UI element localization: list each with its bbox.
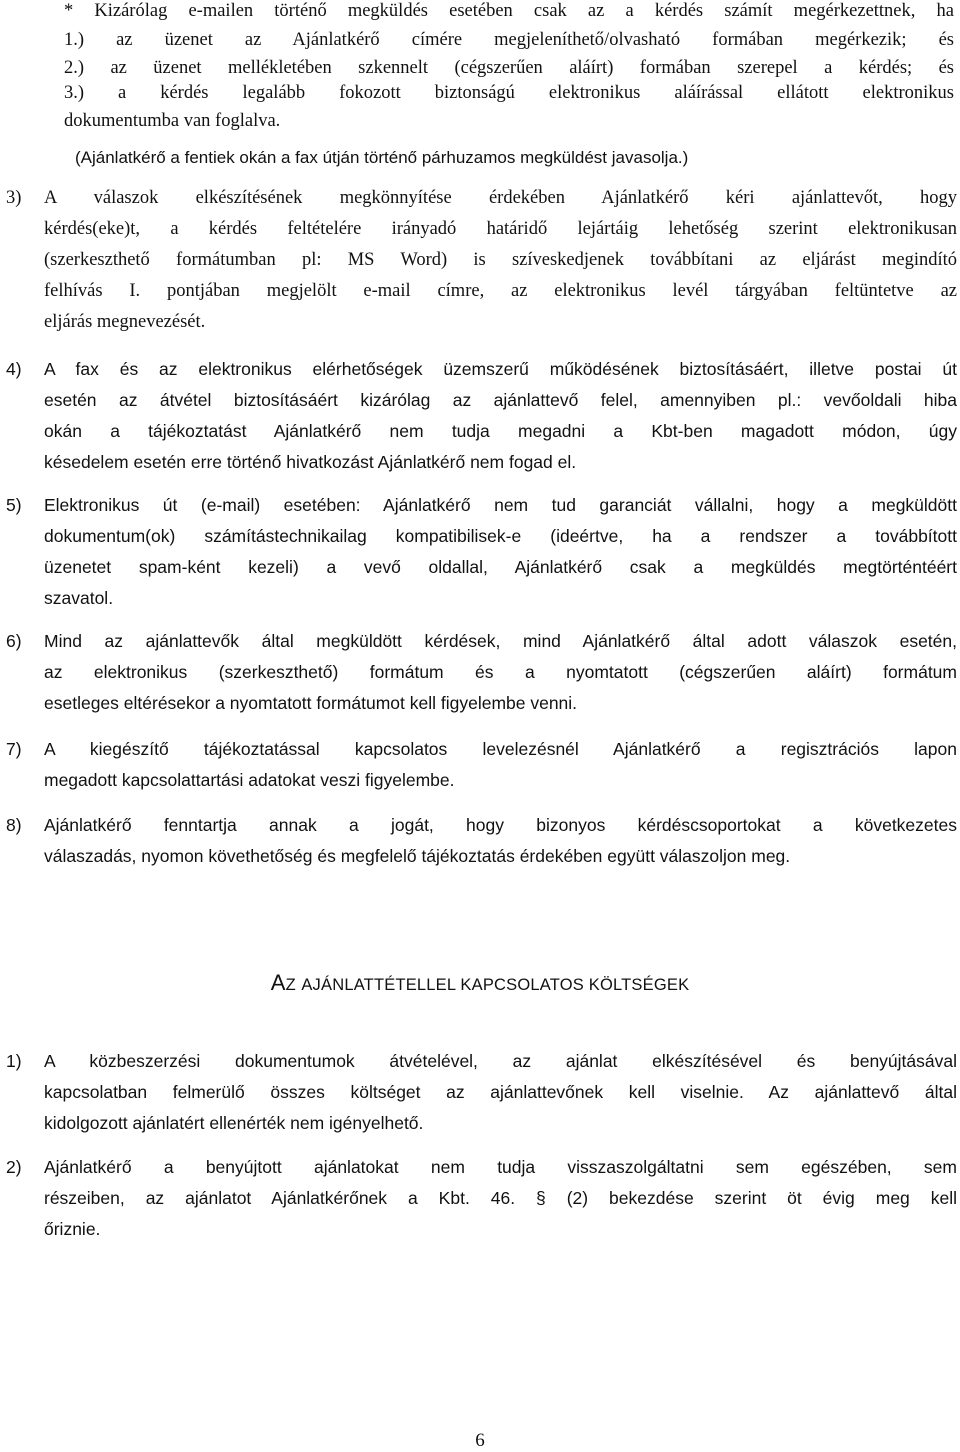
item-line: esetén az átvétel biztosításáért kizárólag az ajánlattevő felel, amennyiben pl.: vevőoldali hiba xyxy=(44,390,957,410)
item-line: (szerkeszthető formátumban pl: MS Word) is szíveskedjenek továbbítani az eljárást megindító xyxy=(44,250,957,270)
intro-line: 1.) az üzenet az Ajánlatkérő címére megjeleníthető/olvasható formában megérkezik; és xyxy=(64,30,954,50)
item-line: Ajánlatkérő fenntartja annak a jogát, hogy bizonyos kérdéscsoportokat a következetes xyxy=(44,815,957,835)
intro-note: (Ajánlatkérő a fentiek okán a fax útján történő párhuzamos megküldést javasolja.) xyxy=(75,148,689,167)
item-line: dokumentum(ok) számítástechnikailag kompatibilisek-e (ideértve, ha a rendszer a továbbított xyxy=(44,526,957,546)
item-number: 7) xyxy=(6,739,22,759)
item-line: Ajánlatkérő a benyújtott ajánlatokat nem tudja visszaszolgáltatni sem egészében, sem xyxy=(44,1157,957,1177)
intro-line: 2.) az üzenet mellékletében szkennelt (cégszerűen aláírt) formában szerepel a kérdés; és xyxy=(64,58,954,78)
item-line: eljárás megnevezését. xyxy=(44,312,206,332)
item-number: 1) xyxy=(6,1051,22,1071)
item-number: 6) xyxy=(6,631,22,651)
item-line: válaszadás, nyomon követhetőség és megfelelő tájékoztatás érdekében együtt válaszoljon meg. xyxy=(44,846,791,866)
item-line: részeiben, az ajánlatot Ajánlatkérőnek a Kbt. 46. § (2) bekezdése szerint öt évig meg kell xyxy=(44,1188,957,1208)
item-number: 2) xyxy=(6,1157,22,1177)
item-line: A kiegészítő tájékoztatással kapcsolatos levelezésnél Ajánlatkérő a regisztrációs lapon xyxy=(44,739,957,759)
page-number: 6 xyxy=(475,1430,485,1451)
item-line: az elektronikus (szerkeszthető) formátum és a nyomtatott (cégszerűen aláírt) formátum xyxy=(44,662,957,682)
item-line: üzenetet spam-ként kezeli) a vevő oldallal, Ajánlatkérő csak a megküldés megtörténtéért xyxy=(44,557,957,577)
item-line: A fax és az elektronikus elérhetőségek üzemszerű működésének biztosításáért, illetve postai út xyxy=(44,359,957,379)
item-line: őriznie. xyxy=(44,1219,101,1239)
item-number: 5) xyxy=(6,495,22,515)
item-line: esetleges eltérésekor a nyomtatott formátumot kell figyelembe venni. xyxy=(44,693,578,713)
item-line: kérdés(eke)t, a kérdés feltételére irányadó határidő lejártáig lehetőség szerint elektronikusan xyxy=(44,219,957,239)
heading-first-word-rest: Z xyxy=(285,976,296,994)
section-heading xyxy=(0,970,960,996)
item-line: szavatol. xyxy=(44,588,114,608)
item-line: kapcsolatban felmerülő összes költséget az ajánlattevőnek kell viselnie. Az ajánlattevő által xyxy=(44,1082,957,1102)
item-line: Elektronikus út (e-mail) esetében: Ajánlatkérő nem tud garanciát vállalni, hogy a megküldött xyxy=(44,495,957,515)
item-line: A közbeszerzési dokumentumok átvételével, az ajánlat elkészítésével és benyújtásával xyxy=(44,1051,957,1071)
intro-line: 3.) a kérdés legalább fokozott biztonságú elektronikus aláírással ellátott elektronikus xyxy=(64,83,954,103)
item-line: A válaszok elkészítésének megkönnyítése érdekében Ajánlatkérő kéri ajánlattevőt, hogy xyxy=(44,188,957,208)
item-line: Mind az ajánlattevők által megküldött kérdések, mind Ajánlatkérő által adott válaszok esetén, xyxy=(44,631,957,651)
item-number: 3) xyxy=(6,188,22,208)
item-line: megadott kapcsolattartási adatokat veszi figyelembe. xyxy=(44,770,455,790)
item-line: okán a tájékoztatást Ajánlatkérő nem tudja megadni a Kbt-ben magadott módon, úgy xyxy=(44,421,957,441)
intro-line: * Kizárólag e-mailen történő megküldés esetében csak az a kérdés számít megérkezettnek, ha xyxy=(64,1,954,21)
heading-initial: A xyxy=(270,970,286,995)
heading-rest: AJÁNLATTÉTELLEL KAPCSOLATOS KÖLTSÉGEK xyxy=(301,976,690,994)
item-line: kidolgozott ajánlatért ellenérték nem igényelhető. xyxy=(44,1113,424,1133)
item-number: 4) xyxy=(6,359,22,379)
item-line: felhívás I. pontjában megjelölt e-mail címre, az elektronikus levél tárgyában feltüntetve az xyxy=(44,281,957,301)
item-number: 8) xyxy=(6,815,22,835)
item-line: késedelem esetén erre történő hivatkozást Ajánlatkérő nem fogad el. xyxy=(44,452,577,472)
intro-line: dokumentumba van foglalva. xyxy=(64,111,281,131)
